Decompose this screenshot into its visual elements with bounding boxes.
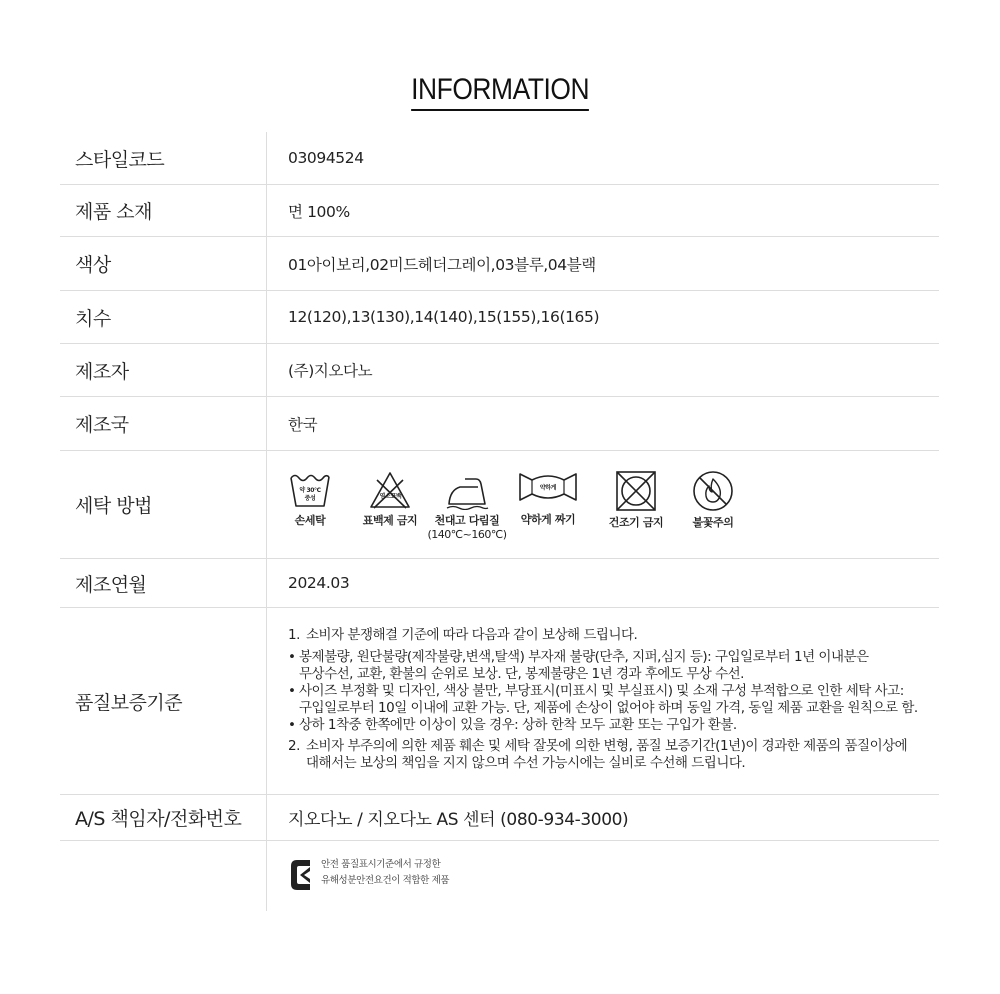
- gentle-wring-inner: 약하게: [539, 484, 557, 491]
- bullet-text: [299, 649, 869, 683]
- no-tumble-dry-icon: [614, 470, 658, 514]
- icon-label: 약하게 짜기: [520, 512, 576, 526]
- row-value: 2024.03: [288, 574, 350, 592]
- gentle-wring-icon: [518, 470, 578, 504]
- row-label: 세탁 방법: [60, 451, 267, 558]
- row-value: 03094524: [288, 149, 364, 167]
- row-washing: [60, 451, 939, 559]
- item-text: [306, 738, 907, 772]
- bullet-dot: •: [288, 683, 296, 699]
- wash-care-gentle-wring: [518, 470, 578, 527]
- row-color: [60, 237, 939, 291]
- row-value: 지오다노 / 지오다노 AS 센터 (080-934-3000): [288, 810, 629, 830]
- item-line: 소비자 부주의에 의한 제품 훼손 및 세탁 잘못에 의한 변형, 품질 보증기간(1년)이 경과한 제품의 품질이상에: [306, 738, 908, 754]
- hand-wash-icon: [288, 470, 332, 510]
- icon-label: 불꽃주의: [692, 515, 734, 529]
- row-material: [60, 185, 939, 237]
- icon-label: 건조기 금지: [608, 515, 664, 529]
- info-table: [60, 132, 939, 911]
- kc-mark-icon: [288, 857, 314, 893]
- row-value: 12(120),13(130),14(140),15(155),16(165): [288, 308, 600, 326]
- hand-wash-inner-temp: 약 30°C: [299, 486, 321, 494]
- iron-icon: [445, 470, 489, 510]
- quality-bullet: [288, 717, 939, 734]
- row-label: 스타일코드: [60, 132, 267, 184]
- wash-care-no-tumble-dry: [606, 470, 666, 530]
- item-number: 1.: [288, 627, 300, 643]
- bullet-dot: •: [288, 649, 296, 665]
- row-label-empty: [60, 841, 267, 911]
- row-label: 제조연월: [60, 559, 267, 607]
- item-number: 2.: [288, 738, 300, 754]
- quality-item-1: [288, 627, 939, 644]
- icon-label: 손세탁: [294, 513, 326, 527]
- title-wrap: [0, 72, 1000, 111]
- kc-line: 유해성분안전요건이 적합한 제품: [321, 875, 450, 886]
- row-quality: [60, 608, 939, 795]
- bullet-line: 상하 1착중 한쪽에만 이상이 있을 경우: 상하 한착 모두 교환 또는 구입가 환불.: [299, 717, 737, 733]
- row-label: A/S 책임자/전화번호: [60, 795, 267, 840]
- bullet-line: 봉제불량, 원단불량(제작불량,변색,탈색) 부자재 불량(단추, 지퍼,심지 등): 구입일로부터 1년 이내분은: [299, 649, 869, 665]
- row-label: 제조국: [60, 397, 267, 450]
- row-label: 품질보증기준: [60, 608, 267, 794]
- icon-label: 천대고 다림질: [434, 513, 500, 527]
- row-value: [267, 451, 939, 558]
- row-value: 면 100%: [288, 202, 350, 221]
- row-style-code: [60, 132, 939, 185]
- no-bleach-icon: [368, 470, 412, 510]
- washing-icons: [288, 468, 738, 542]
- bullet-dot: •: [288, 717, 296, 733]
- icon-sub-label: (140℃~160℃): [427, 527, 507, 541]
- quality-bullet: [288, 649, 939, 683]
- row-size: [60, 291, 939, 344]
- quality-standard: [267, 608, 939, 794]
- row-manufacturer: [60, 344, 939, 397]
- hand-wash-inner-neutral: 중성: [304, 494, 316, 502]
- row-country: [60, 397, 939, 451]
- item-line: 대해서는 보상의 책임을 지지 않으며 수선 가능시에는 실비로 수선해 드립니다.: [306, 755, 746, 771]
- row-kc: [60, 841, 939, 911]
- no-flame-icon: [691, 470, 735, 514]
- wash-care-hand-wash: [288, 470, 332, 528]
- kc-certification: [267, 841, 939, 911]
- wash-care-no-flame: [688, 470, 738, 530]
- row-label: 치수: [60, 291, 267, 343]
- wash-care-iron: [426, 470, 508, 542]
- quality-item-2: [288, 738, 939, 772]
- page-title: INFORMATION: [411, 72, 589, 111]
- wash-care-no-bleach: [360, 470, 420, 528]
- quality-bullet: [288, 683, 939, 717]
- row-label: 제품 소재: [60, 185, 267, 236]
- row-date: [60, 559, 939, 608]
- bullet-text: [299, 683, 918, 717]
- kc-text: [321, 857, 449, 889]
- bullet-line: 구입일로부터 10일 이내에 교환 가능. 단, 제품에 손상이 없어야 하며 동일 가격, 동일 제품 교환을 원칙으로 함.: [299, 700, 918, 716]
- no-bleach-inner-2: 표백: [390, 492, 402, 500]
- item-text: 소비자 분쟁해결 기준에 따라 다음과 같이 보상해 드립니다.: [306, 627, 638, 643]
- kc-line: 안전 품질표시기준에서 규정한: [321, 859, 441, 870]
- icon-label: 표백제 금지: [362, 513, 418, 527]
- row-label: 제조자: [60, 344, 267, 396]
- row-as: [60, 795, 939, 841]
- row-value: (주)지오다노: [288, 362, 373, 380]
- row-value: 01아이보리,02미드헤더그레이,03블루,04블랙: [288, 255, 596, 274]
- row-label: 색상: [60, 237, 267, 290]
- no-bleach-inner-1: 염소: [379, 492, 391, 500]
- bullet-line: 사이즈 부정확 및 디자인, 색상 불만, 부당표시(미표시 및 부실표시) 및 소재 구성 부적합으로 인한 세탁 사고:: [299, 683, 904, 699]
- bullet-line: 무상수선, 교환, 환불의 순위로 보상. 단, 봉제불량은 1년 경과 후에도 무상 수선.: [299, 666, 744, 682]
- row-value: 한국: [288, 415, 318, 434]
